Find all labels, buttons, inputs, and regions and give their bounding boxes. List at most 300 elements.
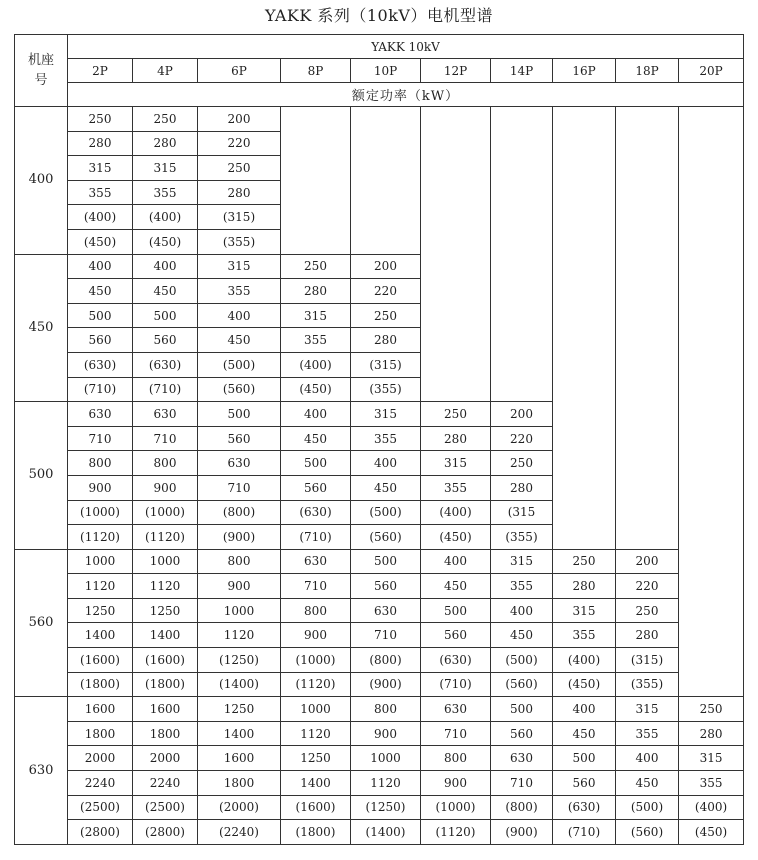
power-value-cell: 355	[679, 771, 744, 796]
empty-cell	[679, 451, 744, 476]
power-value-cell: 400	[421, 549, 491, 574]
table-row	[15, 254, 744, 279]
power-value-cell: 450	[198, 328, 281, 353]
table-row	[15, 820, 744, 845]
power-value-cell: (400)	[133, 205, 198, 230]
table-row	[15, 426, 744, 451]
power-value-cell: (400)	[68, 205, 133, 230]
frame-size-cell: 450	[15, 254, 68, 402]
empty-cell	[351, 180, 421, 205]
empty-cell	[491, 205, 553, 230]
power-value-cell: (560)	[351, 525, 421, 550]
empty-cell	[421, 180, 491, 205]
power-value-cell: 355	[68, 180, 133, 205]
power-value-cell: (560)	[491, 672, 553, 697]
power-value-cell: 500	[421, 598, 491, 623]
power-value-cell: 560	[351, 574, 421, 599]
power-value-cell: (1800)	[133, 672, 198, 697]
table-row	[15, 574, 744, 599]
power-value-cell: 220	[491, 426, 553, 451]
power-value-cell: (800)	[491, 795, 553, 820]
empty-cell	[679, 131, 744, 156]
empty-cell	[421, 229, 491, 254]
empty-cell	[679, 598, 744, 623]
power-value-cell: 1000	[351, 746, 421, 771]
power-value-cell: (1000)	[68, 500, 133, 525]
empty-cell	[553, 500, 616, 525]
empty-cell	[553, 229, 616, 254]
empty-cell	[616, 451, 679, 476]
empty-cell	[553, 475, 616, 500]
empty-cell	[553, 205, 616, 230]
empty-cell	[491, 131, 553, 156]
power-value-cell: 900	[198, 574, 281, 599]
power-value-cell: (1120)	[68, 525, 133, 550]
power-value-cell: (400)	[281, 352, 351, 377]
frame-size-cell: 500	[15, 402, 68, 550]
power-value-cell: 450	[133, 279, 198, 304]
power-value-cell: 630	[421, 697, 491, 722]
pole-header-cell: 8P	[281, 59, 351, 83]
pole-header-cell: 14P	[491, 59, 553, 83]
power-value-cell: 560	[553, 771, 616, 796]
power-value-cell: 900	[133, 475, 198, 500]
power-value-cell: (1600)	[281, 795, 351, 820]
power-value-cell: 450	[421, 574, 491, 599]
power-value-cell: 315	[553, 598, 616, 623]
power-value-cell: 280	[281, 279, 351, 304]
empty-cell	[553, 402, 616, 427]
power-value-cell: 1800	[198, 771, 281, 796]
power-value-cell: (1800)	[68, 672, 133, 697]
power-value-cell: 250	[421, 402, 491, 427]
empty-cell	[491, 229, 553, 254]
power-value-cell: 355	[351, 426, 421, 451]
power-value-cell: (450)	[281, 377, 351, 402]
empty-cell	[553, 303, 616, 328]
power-value-cell: 1120	[198, 623, 281, 648]
empty-cell	[491, 328, 553, 353]
page-title: YAKK 系列（10kV）电机型谱	[265, 6, 493, 25]
table-row	[15, 525, 744, 550]
power-value-cell: 315	[351, 402, 421, 427]
empty-cell	[679, 303, 744, 328]
power-value-cell: 560	[68, 328, 133, 353]
empty-cell	[679, 574, 744, 599]
empty-cell	[351, 229, 421, 254]
power-value-cell: 280	[133, 131, 198, 156]
empty-cell	[491, 279, 553, 304]
power-value-cell: 500	[198, 402, 281, 427]
power-value-cell: 1120	[281, 721, 351, 746]
empty-cell	[553, 352, 616, 377]
power-value-cell: (500)	[491, 648, 553, 673]
empty-cell	[616, 426, 679, 451]
empty-cell	[616, 328, 679, 353]
table-row	[15, 672, 744, 697]
power-value-cell: (2500)	[68, 795, 133, 820]
power-value-cell: 400	[616, 746, 679, 771]
empty-cell	[421, 279, 491, 304]
empty-cell	[679, 107, 744, 132]
empty-cell	[421, 377, 491, 402]
empty-cell	[616, 279, 679, 304]
power-value-cell: 200	[616, 549, 679, 574]
power-value-cell: 1400	[281, 771, 351, 796]
power-value-cell: 450	[616, 771, 679, 796]
power-value-cell: 560	[421, 623, 491, 648]
empty-cell	[679, 229, 744, 254]
power-value-cell: 630	[133, 402, 198, 427]
power-value-cell: 400	[491, 598, 553, 623]
empty-cell	[616, 377, 679, 402]
power-value-cell: 900	[421, 771, 491, 796]
power-value-cell: 280	[679, 721, 744, 746]
power-value-cell: (1400)	[351, 820, 421, 845]
empty-cell	[679, 500, 744, 525]
empty-cell	[553, 254, 616, 279]
power-value-cell: 280	[351, 328, 421, 353]
power-value-cell: 1250	[281, 746, 351, 771]
power-value-cell: (315)	[616, 648, 679, 673]
power-value-cell: (630)	[553, 795, 616, 820]
table-row	[15, 328, 744, 353]
power-value-cell: 800	[281, 598, 351, 623]
power-value-cell: 250	[616, 598, 679, 623]
empty-cell	[679, 156, 744, 181]
power-value-cell: (1250)	[198, 648, 281, 673]
empty-cell	[281, 229, 351, 254]
pole-header-cell: 20P	[679, 59, 744, 83]
empty-cell	[491, 107, 553, 132]
table-row	[15, 180, 744, 205]
power-value-cell: 710	[421, 721, 491, 746]
empty-cell	[679, 279, 744, 304]
power-value-cell: 800	[351, 697, 421, 722]
power-value-cell: 280	[68, 131, 133, 156]
empty-cell	[491, 254, 553, 279]
power-value-cell: 800	[68, 451, 133, 476]
power-value-cell: (500)	[351, 500, 421, 525]
empty-cell	[616, 131, 679, 156]
empty-cell	[491, 180, 553, 205]
power-value-cell: (355)	[198, 229, 281, 254]
power-value-cell: 200	[198, 107, 281, 132]
power-value-cell: 450	[281, 426, 351, 451]
power-value-cell: 1250	[198, 697, 281, 722]
pole-header-cell: 4P	[133, 59, 198, 83]
empty-cell	[679, 180, 744, 205]
base-header-cell	[15, 35, 68, 107]
power-value-cell: 1400	[133, 623, 198, 648]
power-value-cell: 450	[351, 475, 421, 500]
power-value-cell: (400)	[679, 795, 744, 820]
empty-cell	[421, 131, 491, 156]
empty-cell	[351, 131, 421, 156]
empty-cell	[679, 352, 744, 377]
power-value-cell: 450	[553, 721, 616, 746]
power-value-cell: 2000	[133, 746, 198, 771]
table-row	[15, 229, 744, 254]
power-value-cell: 500	[491, 697, 553, 722]
empty-cell	[421, 156, 491, 181]
pole-header-cell: 18P	[616, 59, 679, 83]
power-value-cell: (1000)	[281, 648, 351, 673]
power-value-cell: 200	[491, 402, 553, 427]
table-row	[15, 205, 744, 230]
power-value-cell: (450)	[68, 229, 133, 254]
empty-cell	[616, 254, 679, 279]
power-value-cell: 2000	[68, 746, 133, 771]
empty-cell	[553, 525, 616, 550]
power-value-cell: 560	[133, 328, 198, 353]
power-value-cell: 315	[421, 451, 491, 476]
empty-cell	[616, 352, 679, 377]
power-value-cell: 280	[491, 475, 553, 500]
power-value-cell: (1000)	[133, 500, 198, 525]
empty-cell	[616, 156, 679, 181]
power-value-cell: (355)	[351, 377, 421, 402]
empty-cell	[281, 107, 351, 132]
pole-header-cell: 16P	[553, 59, 616, 83]
power-value-cell: 500	[281, 451, 351, 476]
power-value-cell: (1600)	[133, 648, 198, 673]
table-row	[15, 377, 744, 402]
power-value-cell: (355)	[616, 672, 679, 697]
power-value-cell: (560)	[616, 820, 679, 845]
power-value-cell: 630	[198, 451, 281, 476]
power-value-cell: 1000	[68, 549, 133, 574]
power-value-cell: 630	[351, 598, 421, 623]
power-value-cell: (710)	[68, 377, 133, 402]
empty-cell	[679, 475, 744, 500]
power-value-cell: (315)	[198, 205, 281, 230]
power-value-cell: 1400	[198, 721, 281, 746]
power-value-cell: 250	[133, 107, 198, 132]
table-row	[15, 156, 744, 181]
power-value-cell: 315	[133, 156, 198, 181]
power-value-cell: 500	[133, 303, 198, 328]
power-value-cell: 450	[68, 279, 133, 304]
table-row	[15, 402, 744, 427]
power-value-cell: 1600	[68, 697, 133, 722]
header-row-series	[15, 35, 744, 59]
power-value-cell: 450	[491, 623, 553, 648]
empty-cell	[616, 180, 679, 205]
power-value-cell: 630	[281, 549, 351, 574]
power-value-cell: (900)	[198, 525, 281, 550]
power-value-cell: 900	[68, 475, 133, 500]
empty-cell	[351, 156, 421, 181]
power-value-cell: 250	[679, 697, 744, 722]
power-value-cell: 1600	[198, 746, 281, 771]
table-row	[15, 303, 744, 328]
table-row	[15, 451, 744, 476]
power-value-cell: 400	[281, 402, 351, 427]
power-value-cell: (710)	[553, 820, 616, 845]
power-value-cell: 250	[351, 303, 421, 328]
power-value-cell: (400)	[421, 500, 491, 525]
power-value-cell: (630)	[133, 352, 198, 377]
empty-cell	[679, 525, 744, 550]
empty-cell	[616, 402, 679, 427]
empty-cell	[553, 156, 616, 181]
power-value-cell: 220	[351, 279, 421, 304]
power-value-cell: 560	[281, 475, 351, 500]
empty-cell	[616, 500, 679, 525]
power-value-cell: 1800	[133, 721, 198, 746]
power-value-cell: 280	[616, 623, 679, 648]
power-value-cell: 1000	[198, 598, 281, 623]
power-value-cell: (630)	[421, 648, 491, 673]
power-value-cell: (900)	[491, 820, 553, 845]
empty-cell	[679, 402, 744, 427]
power-value-cell: (560)	[198, 377, 281, 402]
power-value-cell: (710)	[281, 525, 351, 550]
power-value-cell: 800	[198, 549, 281, 574]
base-header-line1: 机座	[27, 52, 54, 68]
header-row-poles	[15, 59, 744, 83]
power-value-cell: 355	[281, 328, 351, 353]
power-value-cell: (500)	[198, 352, 281, 377]
power-value-cell: 710	[133, 426, 198, 451]
power-value-cell: (900)	[351, 672, 421, 697]
power-value-cell: 500	[553, 746, 616, 771]
empty-cell	[491, 156, 553, 181]
power-value-cell: 1400	[68, 623, 133, 648]
power-value-cell: 1120	[68, 574, 133, 599]
power-value-cell: 710	[491, 771, 553, 796]
power-value-cell: 1000	[133, 549, 198, 574]
empty-cell	[491, 377, 553, 402]
series-header: YAKK 10kV	[68, 35, 744, 59]
table-row	[15, 549, 744, 574]
power-value-cell: 315	[616, 697, 679, 722]
empty-cell	[281, 180, 351, 205]
power-value-cell: (2800)	[133, 820, 198, 845]
empty-cell	[553, 279, 616, 304]
power-value-cell: 900	[281, 623, 351, 648]
header-row-unit	[15, 83, 744, 107]
power-value-cell: (315	[491, 500, 553, 525]
empty-cell	[553, 131, 616, 156]
power-value-cell: 710	[281, 574, 351, 599]
power-value-cell: (500)	[616, 795, 679, 820]
empty-cell	[553, 328, 616, 353]
power-value-cell: 560	[198, 426, 281, 451]
power-value-cell: 400	[133, 254, 198, 279]
power-value-cell: 315	[679, 746, 744, 771]
power-value-cell: 1250	[133, 598, 198, 623]
power-value-cell: 2240	[68, 771, 133, 796]
power-value-cell: (2800)	[68, 820, 133, 845]
table-row	[15, 648, 744, 673]
power-value-cell: (450)	[553, 672, 616, 697]
empty-cell	[421, 254, 491, 279]
frame-size-cell: 560	[15, 549, 68, 697]
power-value-cell: 630	[68, 402, 133, 427]
empty-cell	[281, 131, 351, 156]
power-value-cell: (450)	[133, 229, 198, 254]
empty-cell	[616, 303, 679, 328]
empty-cell	[553, 107, 616, 132]
power-value-cell: 355	[553, 623, 616, 648]
table-row	[15, 107, 744, 132]
empty-cell	[491, 303, 553, 328]
power-value-cell: (1400)	[198, 672, 281, 697]
empty-cell	[679, 648, 744, 673]
power-value-cell: 1800	[68, 721, 133, 746]
power-value-cell: 500	[68, 303, 133, 328]
table-row	[15, 500, 744, 525]
power-value-cell: 250	[281, 254, 351, 279]
frame-size-cell: 400	[15, 107, 68, 255]
table-row	[15, 697, 744, 722]
power-value-cell: (400)	[553, 648, 616, 673]
table-row	[15, 352, 744, 377]
empty-cell	[679, 549, 744, 574]
power-value-cell: 630	[491, 746, 553, 771]
empty-cell	[553, 451, 616, 476]
power-value-cell: (1600)	[68, 648, 133, 673]
power-value-cell: 315	[198, 254, 281, 279]
pole-header-cell: 12P	[421, 59, 491, 83]
power-value-cell: (355)	[491, 525, 553, 550]
power-value-cell: 250	[491, 451, 553, 476]
power-value-cell: 355	[616, 721, 679, 746]
power-value-cell: 400	[68, 254, 133, 279]
power-value-cell: 400	[553, 697, 616, 722]
power-value-cell: (800)	[198, 500, 281, 525]
power-value-cell: (630)	[68, 352, 133, 377]
empty-cell	[351, 107, 421, 132]
power-value-cell: 710	[68, 426, 133, 451]
power-value-cell: (630)	[281, 500, 351, 525]
empty-cell	[351, 205, 421, 230]
power-value-cell: 355	[421, 475, 491, 500]
table-row	[15, 795, 744, 820]
pole-header-cell: 2P	[68, 59, 133, 83]
power-value-cell: 710	[351, 623, 421, 648]
power-value-cell: (2240)	[198, 820, 281, 845]
power-value-cell: 250	[198, 156, 281, 181]
empty-cell	[421, 205, 491, 230]
empty-cell	[679, 328, 744, 353]
empty-cell	[421, 352, 491, 377]
table-row	[15, 771, 744, 796]
power-value-cell: 355	[198, 279, 281, 304]
power-value-cell: (2500)	[133, 795, 198, 820]
power-value-cell: 1600	[133, 697, 198, 722]
power-value-cell: (1120)	[421, 820, 491, 845]
empty-cell	[679, 205, 744, 230]
power-value-cell: 200	[351, 254, 421, 279]
power-value-cell: 1120	[133, 574, 198, 599]
power-value-cell: 250	[553, 549, 616, 574]
power-value-cell: (710)	[421, 672, 491, 697]
power-value-cell: (800)	[351, 648, 421, 673]
power-value-cell: 400	[351, 451, 421, 476]
empty-cell	[421, 328, 491, 353]
power-value-cell: 280	[553, 574, 616, 599]
power-value-cell: 1000	[281, 697, 351, 722]
power-value-cell: (1800)	[281, 820, 351, 845]
power-value-cell: 280	[198, 180, 281, 205]
empty-cell	[281, 205, 351, 230]
power-value-cell: 355	[133, 180, 198, 205]
power-value-cell: (1120)	[133, 525, 198, 550]
empty-cell	[421, 107, 491, 132]
